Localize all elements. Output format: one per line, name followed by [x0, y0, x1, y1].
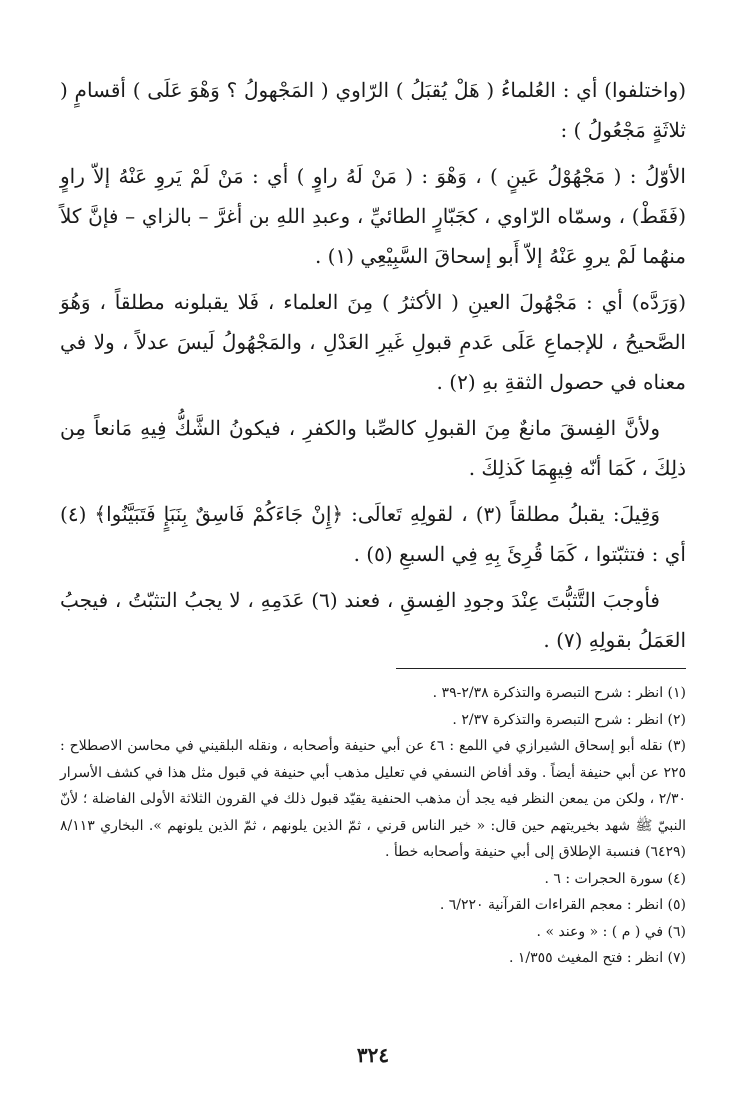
paragraph: ولأنَّ الفِسقَ مانعٌ مِنَ القبولِ كالصِّبا والكفرِ ، فيكونُ الشَّكُّ فِيهِ مَانعاً مِن ذلِكَ ، كَمَا أنّه فِيهِمَا كَذلِكَ .: [60, 416, 686, 480]
main-text: [60, 70, 686, 666]
paragraph: (وَرَدَّه) أي : مَجْهُولَ العينِ ( الأكثرُ ) مِنَ العلماء ، فَلا يقبلونه مطلقاً ، وَهُوَ الصَّحيحُ ، للإجماعِ عَلَى عَدمِ قبولِ غَيرِ العَدْلِ ، والمَجْهُولُ لَيسَ عدلاً ، ولا في معناه في حصول الثقةِ بهِ (٢) .: [60, 290, 686, 394]
footnote: (٦) في ( م ) : « وعند » .: [536, 923, 686, 940]
footnote-divider: [396, 668, 686, 669]
footnote: (٢) انظر : شرح التبصرة والتذكرة ٢/٣٧ .: [452, 711, 686, 728]
paragraph: وَقِيلَ: يقبلُ مطلقاً (٣) ، لقولِهِ تَعالَى: ﴿إِنْ جَاءَكُمْ فَاسِقٌ بِنَبَإٍ فَتَبَيَّنُوا﴾ (٤) أي : فتثبّتوا ، كَمَا قُرِئَ بِهِ فِي السبعِ (٥) .: [60, 502, 686, 566]
footnote: (٣) نقله أبو إسحاق الشيرازي في اللمع : ٤٦ عن أبي حنيفة وأصحابه ، ونقله البلقيني في محاسن الاصطلاح : ٢٢٥ عن أبي حنيفة أيضاً . وقد أفاض النسفي في تعليل مذهب أبي حنيفة في قبول مثل هذا في كشف الأسرار ٢/٣٠ ، ولكن من يمعن النظر فيه يجد أن مذهب الحنفية يقيّد قبول ذلك في القرون الثلاثة الأولى الفاضلة ؛ لأنّ النبيّ ﷺ شهد بخيريتهم حين قال: « خير الناس قرني ، ثمّ الذين يلونهم ، ثمّ الذين يلونهم ». البخاري ٨/١١٣ (٦٤٢٩) فنسبة الإطلاق إلى أبي حنيفة وأصحابه خطأ .: [60, 738, 687, 860]
paragraph: (واختلفوا) أي : العُلماءُ ( هَلْ يُقبَلُ ) الرّاوي ( المَجْهولُ ؟ وَهْوَ عَلَى ) أقسامٍ ( ثلاثَةٍ مَجْعُولُ ) :: [60, 78, 686, 142]
footnotes: [60, 680, 686, 972]
footnote: (٤) سورة الحجرات : ٦ .: [544, 870, 686, 887]
page-number: ٣٢٤: [356, 1043, 390, 1067]
footnote: (١) انظر : شرح التبصرة والتذكرة ٢/٣٨-٣٩ .: [432, 685, 686, 701]
footnote: (٥) انظر : معجم القراءات القرآنية ٦/٢٢٠ .: [439, 897, 686, 913]
footnote: (٧) انظر : فتح المغيث ١/٣٥٥ .: [508, 950, 686, 966]
paragraph: فأوجبَ التَّثبُّتَ عِنْدَ وجودِ الفِسقِ ، فعند (٦) عَدَمِهِ ، لا يجبُ التثبّتُ ، فيجبُ العَمَلُ بقولِهِ (٧) .: [60, 588, 686, 652]
paragraph: الأوّلُ : ( مَجْهُوْلُ عَينٍ ) ، وَهْوَ : ( مَنْ لَهُ راوٍ ) أي : مَنْ لَمْ يَروِ عَنْهُ إلاّ راوٍ (فَقَطْ) ، وسمّاه الرّاوي ، كجَبّارٍ الطائيِّ ، وعبدِ اللهِ بن أغرَّ – بالزاي – فإنَّ كلاً منهُما لَمْ يروِ عَنْهُ إلاّ أَبو إسحاقَ السَّبِيْعِي (١) .: [60, 164, 686, 268]
